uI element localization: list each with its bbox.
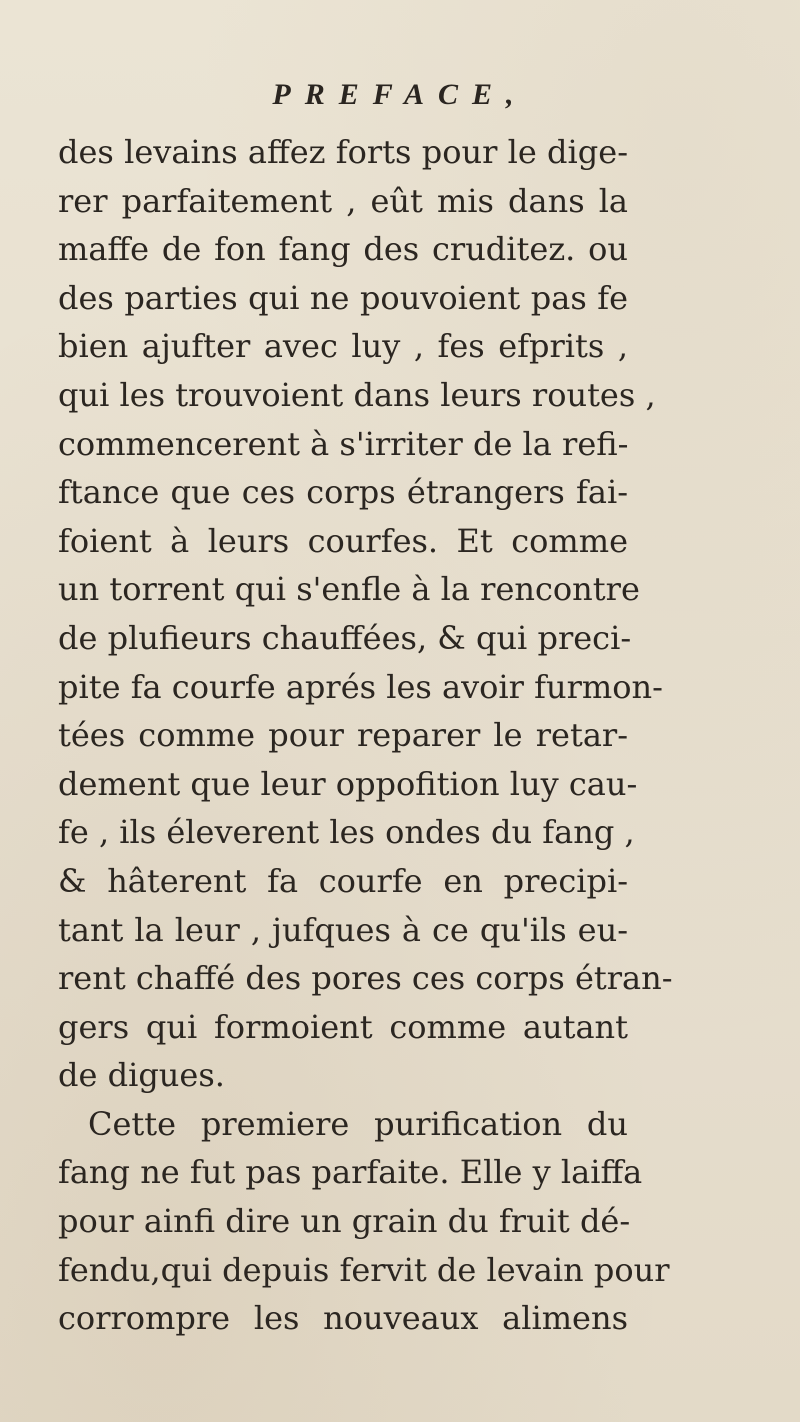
text-line: foient à leurs courfes. Et comme — [58, 521, 628, 560]
text-line: corrompre les nouveaux alimens — [58, 1299, 628, 1338]
text-line: fe , ils éleverent les ondes du fang , — [58, 813, 635, 852]
text-line: qui les trouvoient dans leurs routes , — [58, 375, 656, 414]
text-line: maffe de fon fang des cruditez. ou — [58, 230, 628, 269]
paragraph-first-line: Cette premiere purification du — [88, 1104, 628, 1143]
text-line: pite fa courfe aprés les avoir furmon- — [58, 667, 663, 706]
text-line: rer parfaitement , eût mis dans la — [58, 181, 628, 220]
text-line: rent chaffé des pores ces corps étran- — [58, 959, 673, 998]
text-line: tées comme pour reparer le retar- — [58, 716, 628, 755]
text-line: commencerent à s'irriter de la refi- — [58, 424, 629, 463]
text-line: dement que leur oppofition luy cau- — [58, 764, 638, 803]
text-line: pour ainfi dire un grain du fruit dé- — [58, 1202, 631, 1241]
text-line: gers qui formoient comme autant — [58, 1007, 628, 1046]
text-line: fendu,qui depuis fervit de levain pour — [58, 1250, 670, 1289]
body-text — [58, 128, 673, 1343]
text-line: fang ne fut pas parfaite. Elle y laiffa — [58, 1153, 643, 1192]
paragraph-last-line: de digues. — [58, 1056, 225, 1095]
text-line: & hâterent fa courfe en precipi- — [58, 861, 628, 900]
text-line: des levains affez forts pour le dige- — [58, 133, 628, 171]
text-line: des parties qui ne pouvoient pas fe — [58, 278, 628, 317]
text-line: bien ajufter avec luy , fes efprits , — [58, 327, 628, 366]
text-line: un torrent qui s'enfle à la rencontre — [58, 570, 640, 609]
text-line: ftance que ces corps étrangers fai- — [58, 473, 628, 512]
text-line: tant la leur , jufques à ce qu'ils eu- — [58, 910, 628, 949]
running-head: PREFACE, — [272, 78, 528, 111]
text-line: de plufieurs chauffées, & qui preci- — [58, 618, 632, 657]
